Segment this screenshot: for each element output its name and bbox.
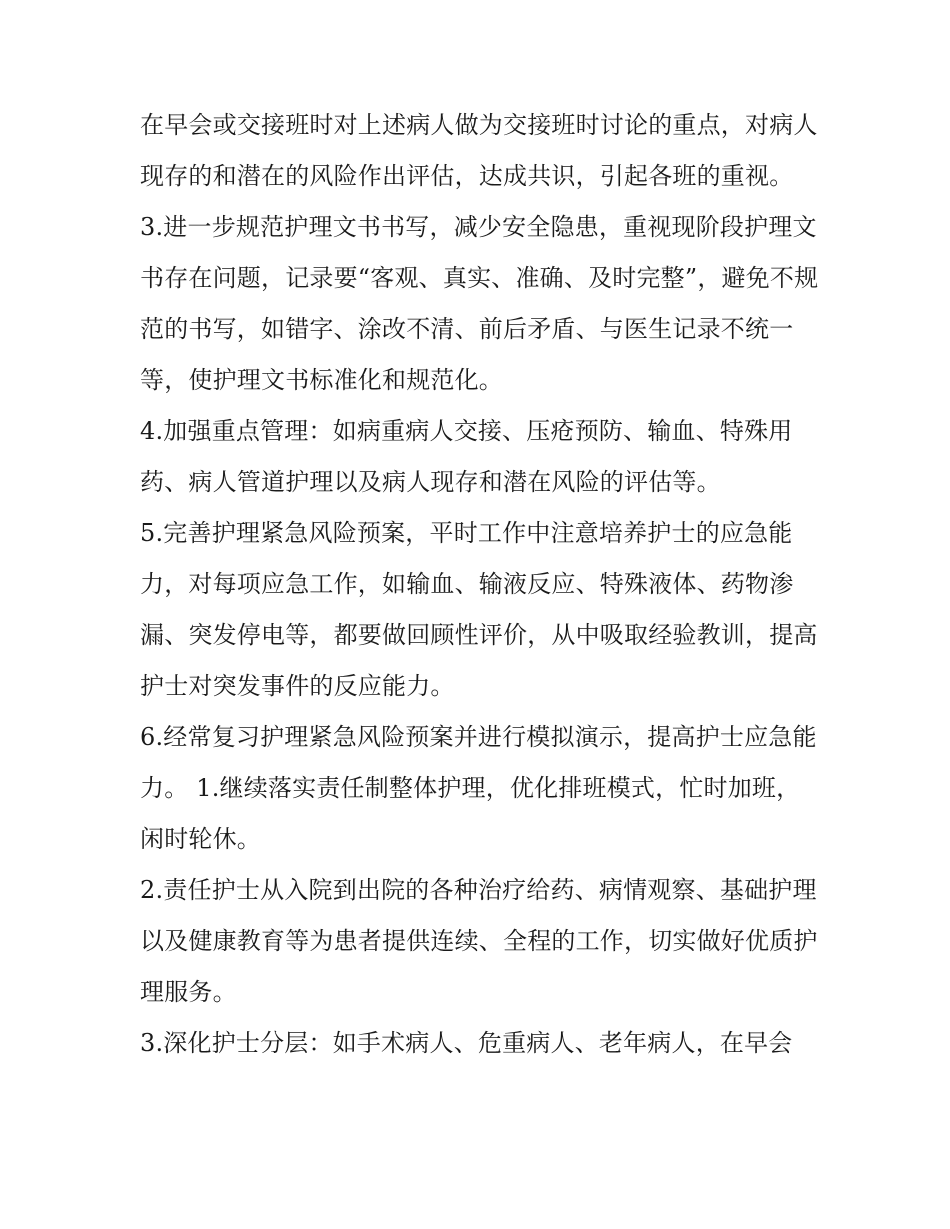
document-body [140,100,820,1069]
paragraph-item-2-responsible-nurse: 2.责任护士从入院到出院的各种治疗给药、病情观察、基础护理以及健康教育等为患者提供连续、全程的工作，切实做好优质护理服务。 [140,876,818,1006]
paragraph-item-5-emergency-plans: 5.完善护理紧急风险预案，平时工作中注意培养护士的应急能力，对每项应急工作，如输血、输液反应、特殊液体、药物渗漏、突发停电等，都要做回顾性评价，从中吸取经验教训，提高护士对突发事件的反应能力。 [140,519,818,700]
paragraph-item-6-drills: 6.经常复习护理紧急风险预案并进行模拟演示，提高护士应急能力。 1.继续落实责任制整体护理，优化排班模式，忙时加班，闲时轮休。 [140,723,817,853]
paragraph-item-4-key-management: 4.加强重点管理：如病重病人交接、压疮预防、输血、特殊用药、病人管道护理以及病人现存和潜在风险的评估等。 [140,417,793,496]
paragraph-handover-continuation: 在早会或交接班时对上述病人做为交接班时讨论的重点，对病人现存的和潜在的风险作出评估，达成共识，引起各班的重视。 [140,111,818,190]
paragraph-item-3-nurse-levels: 3.深化护士分层：如手术病人、危重病人、老年病人，在早会 [140,1029,793,1057]
paragraph-item-3-nursing-documents: 3.进一步规范护理文书书写，减少安全隐患，重视现阶段护理文书存在问题，记录要“客观、真实、准确、及时完整”，避免不规范的书写，如错字、涂改不清、前后矛盾、与医生记录不统一等，使护理文书标准化和规范化。 [140,213,819,394]
